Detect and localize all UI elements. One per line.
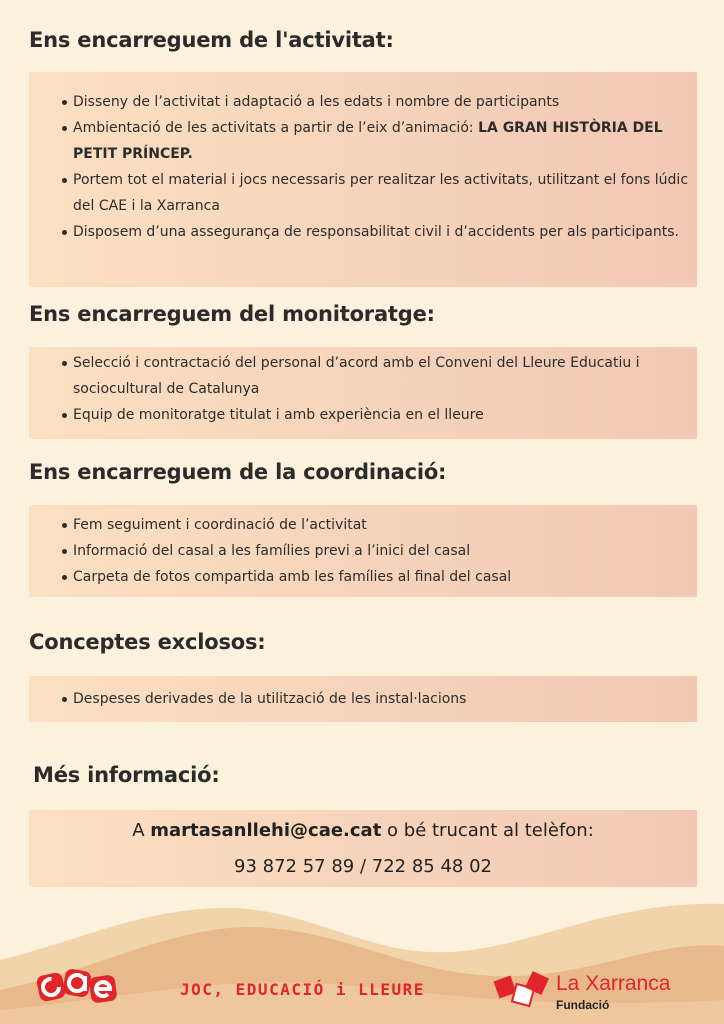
list-item: Fem seguiment i coordinació de l’activitat <box>29 512 697 538</box>
list-item-text: Ambientació de les activitats a partir de l’eix d’animació: <box>73 120 474 136</box>
cae-logo <box>34 964 120 1010</box>
list-item: Portem tot el material i jocs necessaris per realitzar les activitats, utilitzant el fons lúdic del CAE i la Xarranca <box>29 167 697 219</box>
list-item <box>29 115 697 167</box>
cae-logo-icon <box>34 964 120 1010</box>
email-link[interactable]: martasanllehi@cae.cat <box>150 820 382 841</box>
section-heading-monitoratge: Ens encarreguem del monitoratge: <box>29 302 435 326</box>
list-item: Disposem d’una assegurança de responsabilitat civil i d’accidents per als participants. <box>29 219 697 245</box>
section-box-exclosos <box>29 676 697 722</box>
bullet-list <box>29 89 697 245</box>
section-box-activitat <box>29 72 697 287</box>
brand-name: La Xarranca <box>556 972 671 995</box>
footer-tagline: JOC, EDUCACIÓ i LLEURE <box>180 980 425 999</box>
bullet-list <box>29 686 697 712</box>
section-heading-exclosos: Conceptes exclosos: <box>29 630 266 654</box>
contact-box <box>29 810 697 887</box>
contact-suffix: o bé trucant al telèfon: <box>387 820 594 841</box>
list-item: Informació del casal a les famílies previ a l’inici del casal <box>29 538 697 564</box>
list-item: Carpeta de fotos compartida amb les famílies al final del casal <box>29 564 697 590</box>
section-heading-info: Més informació: <box>33 763 220 787</box>
section-heading-coordinacio: Ens encarreguem de la coordinació: <box>29 460 447 484</box>
section-box-monitoratge <box>29 347 697 439</box>
phone-numbers[interactable]: 93 872 57 89 / 722 85 48 02 <box>234 856 492 877</box>
bullet-list <box>29 512 697 590</box>
contact-line <box>29 813 697 849</box>
xarranca-logo-icon <box>492 970 552 1010</box>
list-item: Despeses derivades de la utilització de les instal·lacions <box>29 686 697 712</box>
list-item: Disseny de l’activitat i adaptació a les edats i nombre de participants <box>29 89 697 115</box>
list-item: Selecció i contractació del personal d’acord amb el Conveni del Lleure Educatiu i sociocultural de Catalunya <box>29 350 697 402</box>
section-heading-activitat: Ens encarreguem de l'activitat: <box>29 28 394 52</box>
brand-sub: Fundació <box>556 998 610 1012</box>
list-item: Equip de monitoratge titulat i amb experiència en el lleure <box>29 402 697 428</box>
contact-prefix: A <box>132 820 145 841</box>
theme-name: LA GRAN HISTÒRIA DEL PETIT PRÍNCEP. <box>73 120 663 162</box>
bullet-list <box>29 350 697 428</box>
section-box-coordinacio <box>29 505 697 597</box>
